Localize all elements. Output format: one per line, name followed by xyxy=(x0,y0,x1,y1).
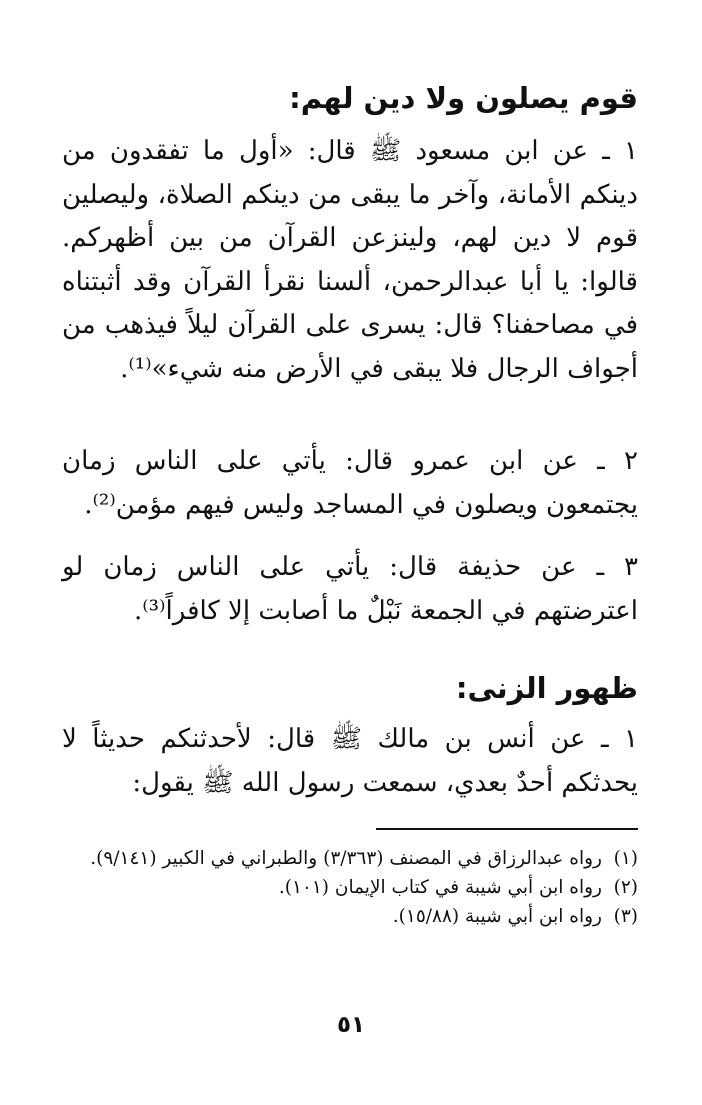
footnote-number: (١) xyxy=(613,848,638,869)
footnote-separator xyxy=(376,828,638,830)
paragraph-ibn-masud: ١ ـ عن ابن مسعود ﷺ قال: «أول ما تفقدون من دينكم الأمانة، وآخر ما يبقى من دينكم الصلاة، وليصلين قوم لا دين لهم، ولينزعن القرآن من بين أظهركم. قالوا: يا أبا عبدالرحمن، ألسنا نقرأ القرآن وقد أثبتناه في مصاحفنا؟ قال: يسرى على القرآن ليلاً فيذهب من أجواف الرجال فلا يبقى في الأرض منه شيء»⁽¹⁾. xyxy=(62,136,638,384)
paragraph-hudhayfa: ٣ ـ عن حذيفة قال: يأتي على الناس زمان لو اعترضتهم في الجمعة نَبْلٌ ما أصابت إلا كافراً⁽³⁾. xyxy=(62,552,638,626)
paragraph-anas-ibn-malik: ١ ـ عن أنس بن مالك ﷺ قال: لأحدثنكم حديثاً لا يحدثكم أحدٌ بعدي، سمعت رسول الله ﷺ يقول: xyxy=(62,724,638,798)
section-heading-spread-of-zina: ظهور الزنى: xyxy=(455,671,638,705)
footnote-text: رواه ابن أبي شيبة في كتاب الإيمان (١٠١). xyxy=(278,877,602,898)
footnote-number: (٣) xyxy=(613,906,638,927)
footnotes xyxy=(62,844,638,931)
footnote-number: (٢) xyxy=(613,877,638,898)
footnote-text: رواه عبدالرزاق في المصنف (٣/٣٦٣) والطبراني في الكبير (٩/١٤١). xyxy=(90,848,602,869)
footnote-2 xyxy=(62,873,638,902)
footnote-1 xyxy=(62,844,638,873)
paragraph-ibn-amr: ٢ ـ عن ابن عمرو قال: يأتي على الناس زمان يجتمعون ويصلون في المساجد وليس فيهم مؤمن⁽²⁾. xyxy=(62,446,638,520)
footnote-3 xyxy=(62,902,638,931)
page-number: ٥١ xyxy=(336,1012,366,1038)
footnote-text: رواه ابن أبي شيبة (١٥/٨٨). xyxy=(392,906,602,927)
section-heading-praying-without-religion: قوم يصلون ولا دين لهم: xyxy=(289,81,638,115)
